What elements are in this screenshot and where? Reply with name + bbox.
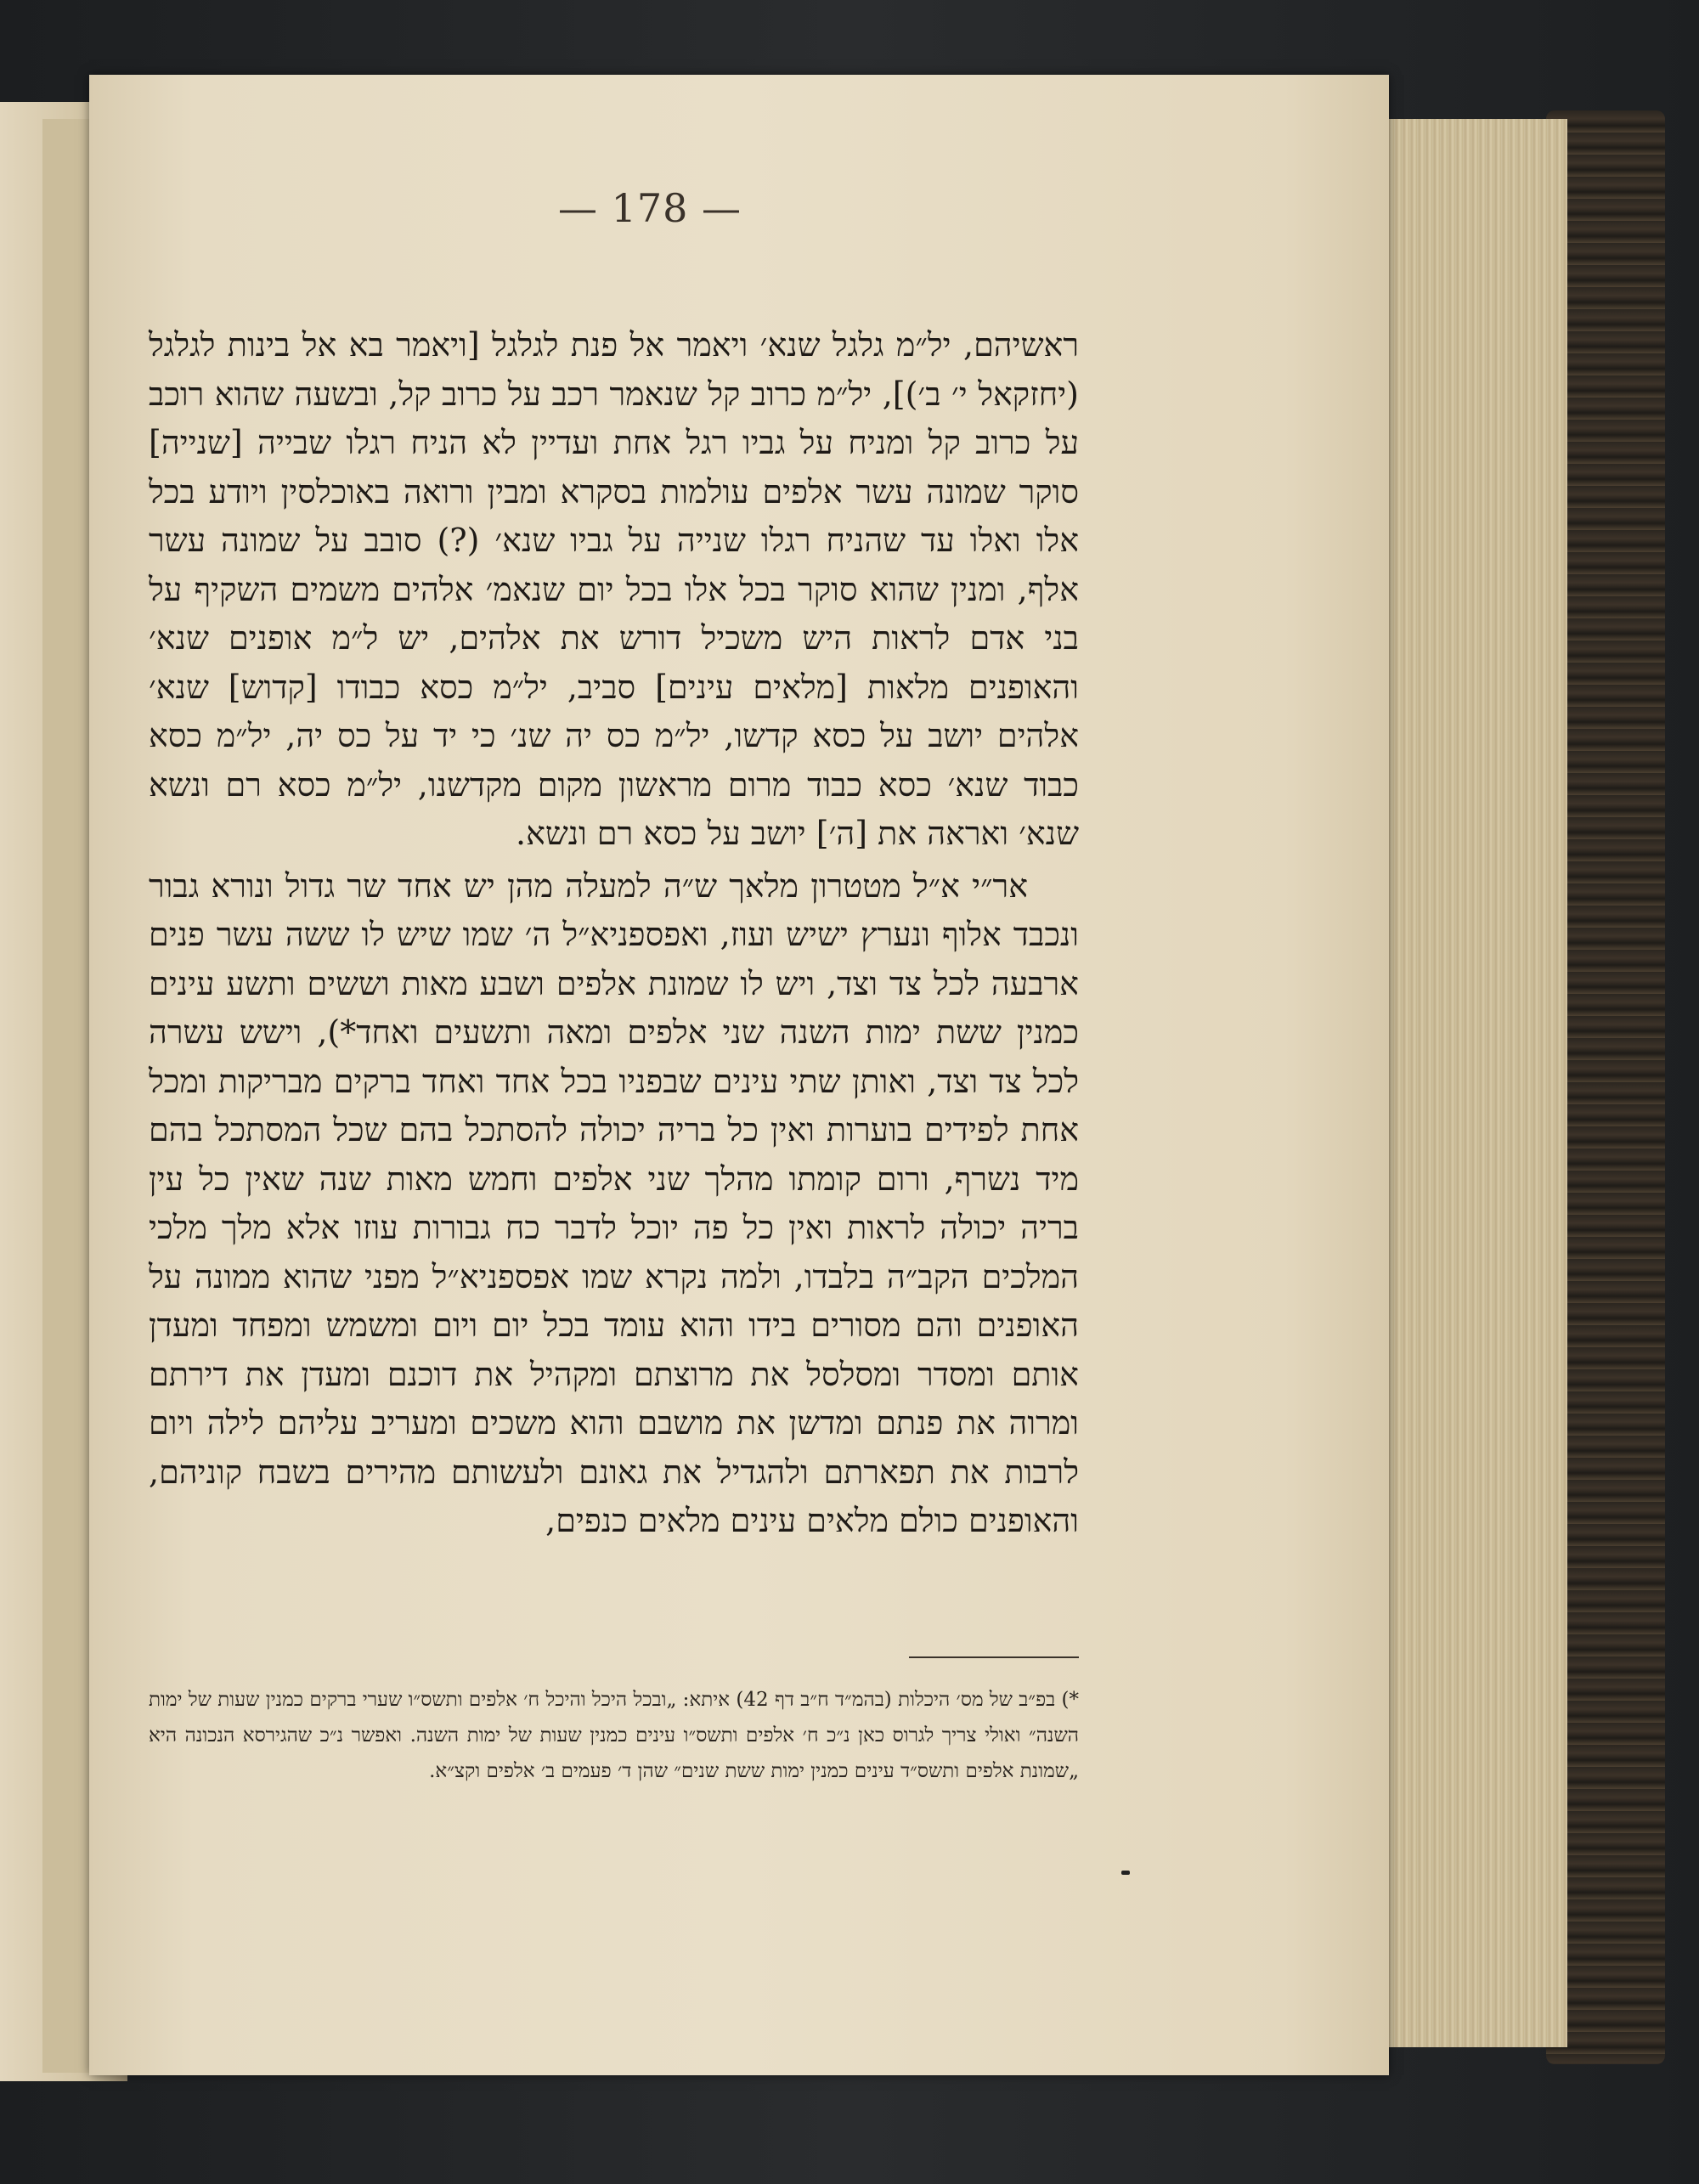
ink-speck <box>1121 1871 1130 1875</box>
paragraph-2: אר״י א״ל מטטרון מלאך ש״ה למעלה מהן יש אחד שר גדול ונורא גבור ונכבד אלוף ונערץ ישיש ועוז, ואפספניא״ל ה׳ שמו שיש לו ששה עשר פנים ארבעה לכל צד וצד, ויש לו שמונת אלפים ושבע מאות וששים ותשע עינים כמנין ששת ימות השנה שני אלפים ומאה ותשעים ואחד*), וישש עשרה לכל צד וצד, ואותן שתי עינים שבפניו בכל אחד ואחד ברקים מבריקות ומכל אחת לפידים בוערות ואין כל בריה יכולה להסתכל בהם שכל המסתכל בהם מיד נשרף, ורום קומתו מהלך שני אלפים וחמש מאות שנה שאין כל עין בריה יכולה לראות ואין כל פה יוכל לדבר כח גבורות עוזו אלא מלך מלכי המלכים הקב״ה בלבדו, ולמה נקרא שמו אפספניא״ל מפני שהוא ממונה על האופנים והם מסורים בידו והוא עומד בכל יום ויום ומשמש ומפחד ומעדן אותם ומסדר ומסלסל את מרוצתם ומקהיל את דוכנם ומעדן את דירתם ומרוה את פנתם ומדשן את מושבם והוא משכים ומעריב עליהם לילה ויום לרבות את תפארתם ולהגדיל את גאונם ולעשותם מהירים בשבח קוניהם, והאופנים כולם מלאים עינים מלאים כנפים, <box>149 866 1080 1539</box>
page-number: — 178 — <box>557 185 742 231</box>
footnote: *) בפ״ב של מס׳ היכלות (בהמ״ד ח״ב דף 42) איתא: „ובכל היכל והיכל ח׳ אלפים ותשס״ו שערי ברקים כמנין שעות של ימות השנה״ ואולי צריך לגרוס כאן נ״כ ח׳ אלפים ותשס״ו עינים כמנין שעות של ימות השנה. ואפשר נ״כ שהגירסא הנכונה היא „שמונת אלפים ותשס״ד עינים כמנין ימות ששת שנים״ שהן ד׳ פעמים ב׳ אלפים וקצ״א. <box>149 1689 1080 1782</box>
paragraph-1: ראשיהם, יל״מ גלגל שנא׳ ויאמר אל פנת לגלגל [ויאמר בא אל בינות לגלגל (יחזקאל י׳ ב׳)], יל״מ כרוב קל שנאמר רכב על כרוב קל, ובשעה שהוא רוכב על כרוב קל ומניח על גביו רגל אחת ועדיין לא הניח רגלו שבייה [שנייה] סוקר שמונה עשר אלפים עולמות בסקרא ומבין ורואה באוכלסין ויודע בכל אלו ואלו עד שהניח רגלו שנייה על גביו שנא׳ (?) סובב על שמונה עשר אלף, ומנין שהוא סוקר בכל אלו בכל יום שנאמ׳ אלהים משמים השקיף על בני אדם לראות היש משכיל דורש את אלהים, יש ל״מ אופנים שנא׳ והאופנים מלאות [מלאים עינים] סביב, יל״מ כסא כבודו [קדוש] שנא׳ אלהים יושב על כסא קדשו, יל״מ כס יה שנ׳ כי יד על כס יה, יל״מ כסא כבוד שנא׳ כסא כבוד מרום מראשון מקום מקדשנו, יל״מ כסא רם ונשא שנא׳ ואראה את [ה׳] יושב על כסא רם ונשא. <box>149 326 1079 852</box>
main-text <box>149 321 1079 1546</box>
footnote-divider <box>909 1656 1079 1658</box>
